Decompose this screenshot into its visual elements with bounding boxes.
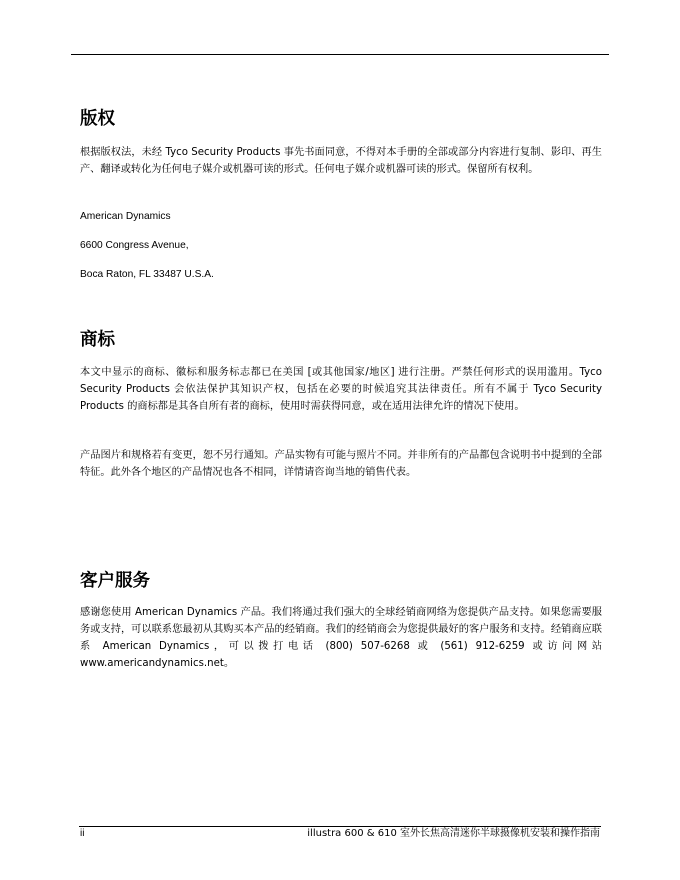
address-street: 6600 Congress Avenue, [80,240,189,251]
header-rule [71,54,609,55]
copyright-heading: 版权 [80,109,115,129]
customer-service-heading: 客户服务 [80,571,150,591]
copyright-paragraph: 根据版权法，未经 Tyco Security Products 事先书面同意，不得对本手册的全部或部分内容进行复制、影印、再生产、翻译或转化为任何电子媒介或机器可读的形式。任何电子媒介或机器可读的形式。保留所有权利。 [80,147,602,175]
footer-title: illustra 600 & 610 室外长焦高清迷你半球摄像机安装和操作指南 [307,828,600,839]
address-city: Boca Raton, FL 33487 U.S.A. [80,269,214,280]
trademarks-heading: 商标 [80,330,115,350]
trademarks-paragraph-2: 产品图片和规格若有变更，恕不另行通知。产品实物有可能与照片不同。并非所有的产品都包含说明书中提到的全部特征。此外各个地区的产品情况也各不相同，详情请咨询当地的销售代表。 [80,450,602,478]
page-number: ii [80,828,85,839]
customer-service-paragraph: 感谢您使用 American Dynamics 产品。我们将通过我们强大的全球经销商网络为您提供产品支持。如果您需要服务或支持，可以联系您最初从其购买本产品的经销商。我们的经销商会为您提供最好的客户服务和支持。经销商应联系 American Dynamics，可以拨打电话 (800) 507-6268 或 (561) 912-6259 或访问网站 www.americandynamics.net。 [80,607,602,669]
address-company: American Dynamics [80,211,171,222]
trademarks-paragraph-1: 本文中显示的商标、徽标和服务标志都已在美国 [或其他国家/地区] 进行注册。严禁任何形式的误用滥用。Tyco Security Products 会依法保护其知识产权，包括在必要的时候追究其法律责任。所有不属于 Tyco Security Products 的商标都是其各自所有者的商标，使用时需获得同意，或在适用法律允许的情况下使用。 [80,367,602,412]
